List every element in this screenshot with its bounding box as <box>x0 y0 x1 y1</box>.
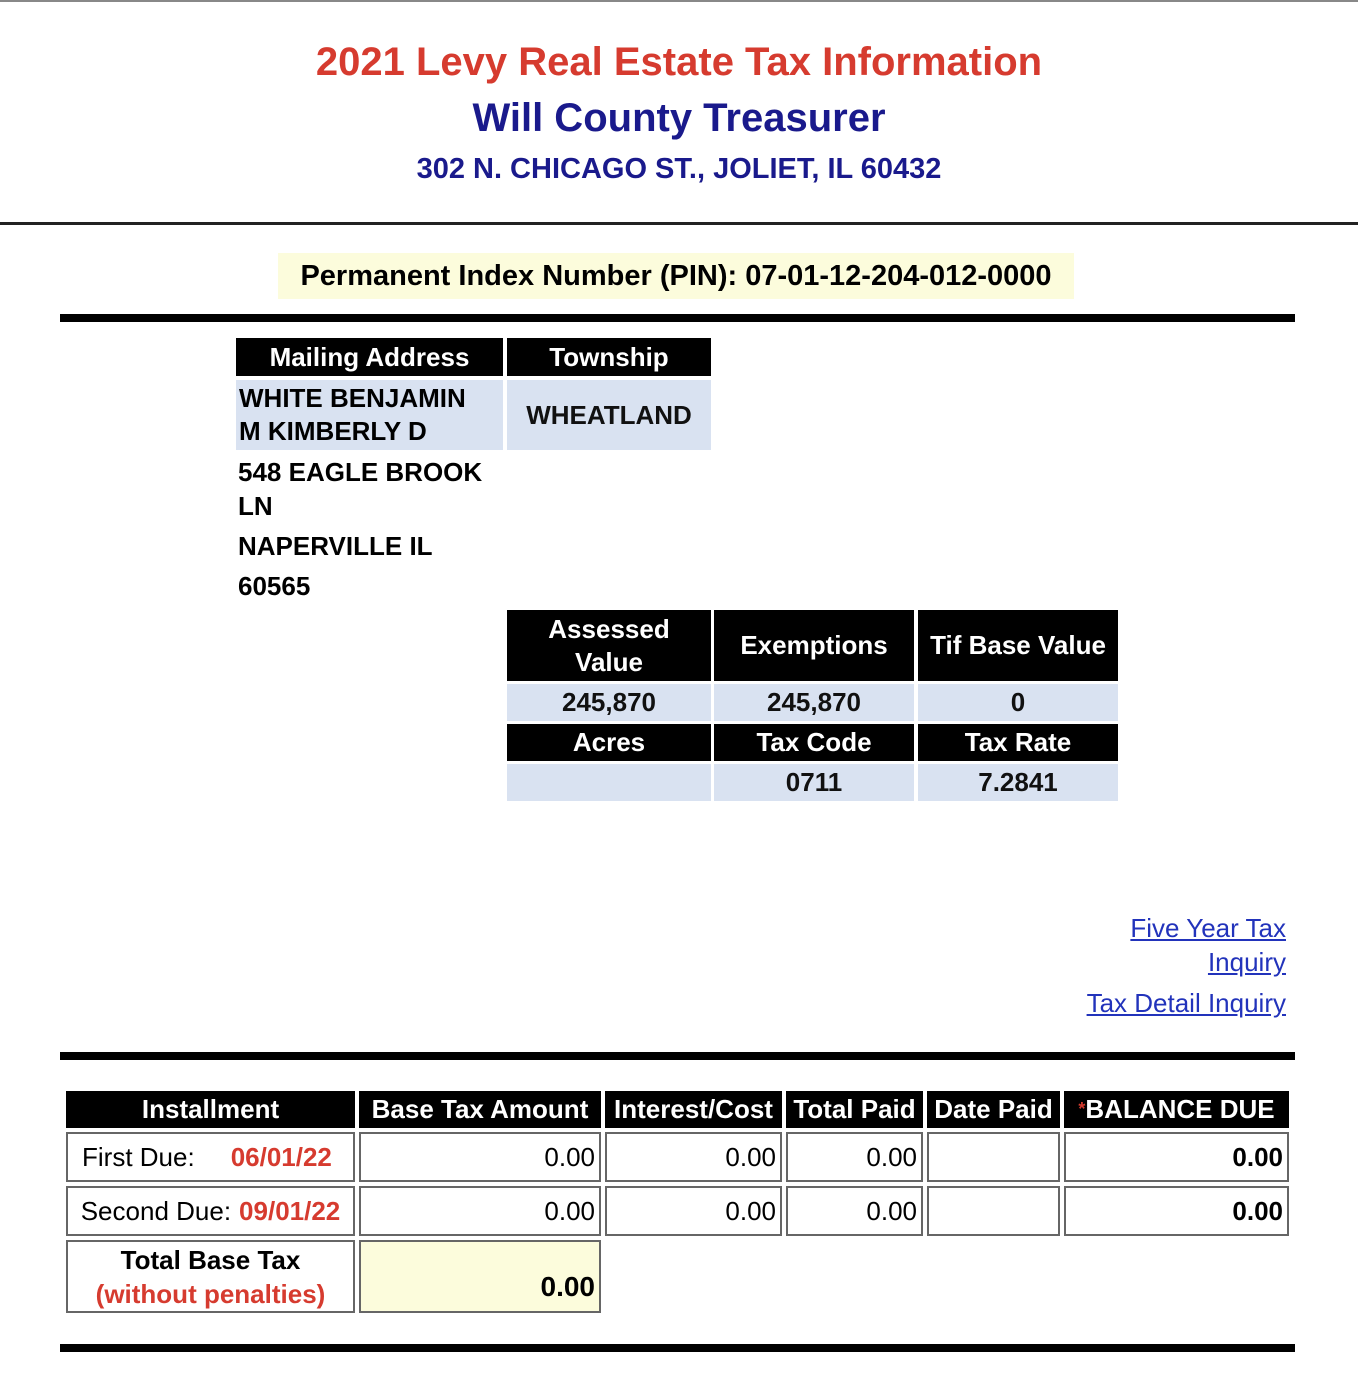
tax-code-value: 0711 <box>714 764 914 801</box>
total-base-tax-cell <box>66 1240 355 1313</box>
first-due-date: 06/01/22 <box>230 1141 332 1172</box>
first-interest: 0.00 <box>605 1132 782 1182</box>
office-name: Will County Treasurer <box>472 96 886 140</box>
total-base-tax-value: 0.00 <box>359 1240 601 1313</box>
second-interest: 0.00 <box>605 1186 782 1236</box>
balance-star: * <box>1078 1099 1086 1119</box>
tax-code-header: Tax Code <box>714 724 914 761</box>
exemptions-value: 245,870 <box>714 684 914 721</box>
street-line1: 548 EAGLE BROOK <box>238 457 483 487</box>
city-line: NAPERVILLE IL <box>238 531 433 561</box>
header-divider <box>0 222 1358 225</box>
pin-banner: Permanent Index Number (PIN): 07-01-12-204-012-0000 <box>278 253 1074 299</box>
divider <box>60 1344 1295 1352</box>
acres-header: Acres <box>507 724 711 761</box>
township-header: Township <box>507 338 711 376</box>
first-balance-due: 0.00 <box>1064 1132 1289 1182</box>
first-date-paid <box>927 1132 1060 1182</box>
township-value: WHEATLAND <box>507 380 711 450</box>
five-year-tax-inquiry-link[interactable]: Five Year Tax Inquiry <box>1130 913 1286 977</box>
total-base-tax-label: Total Base Tax <box>120 1244 301 1275</box>
first-due-cell <box>66 1132 355 1182</box>
tif-base-value-header: Tif Base Value <box>918 610 1118 681</box>
second-base-tax: 0.00 <box>359 1186 601 1236</box>
exemptions-header: Exemptions <box>714 610 914 681</box>
interest-cost-header: Interest/Cost <box>605 1091 782 1128</box>
office-address: 302 N. CHICAGO ST., JOLIET, IL 60432 <box>416 153 942 185</box>
date-paid-header: Date Paid <box>927 1091 1060 1128</box>
balance-due-header <box>1064 1091 1289 1128</box>
assessed-value-header: Assessed Value <box>507 610 711 681</box>
tax-rate-value: 7.2841 <box>918 764 1118 801</box>
zip-line: 60565 <box>238 571 311 601</box>
mailing-address-header: Mailing Address <box>236 338 503 376</box>
divider <box>60 314 1295 322</box>
acres-value <box>507 764 711 801</box>
balance-due-label: BALANCE DUE <box>1085 1094 1275 1124</box>
owner-name-line1: WHITE BENJAMIN <box>239 383 466 413</box>
tax-rate-header: Tax Rate <box>918 724 1118 761</box>
first-due-label: First Due: <box>82 1141 195 1172</box>
page-title: 2021 Levy Real Estate Tax Information <box>315 40 1043 84</box>
installment-header: Installment <box>66 1091 355 1128</box>
first-base-tax: 0.00 <box>359 1132 601 1182</box>
second-balance-due: 0.00 <box>1064 1186 1289 1236</box>
tax-detail-inquiry-link[interactable]: Tax Detail Inquiry <box>1086 988 1286 1018</box>
second-due-label: Second Due: <box>80 1195 232 1226</box>
second-due-date: 09/01/22 <box>239 1195 341 1226</box>
second-total-paid: 0.00 <box>786 1186 923 1236</box>
divider <box>60 1052 1295 1060</box>
total-paid-header: Total Paid <box>786 1091 923 1128</box>
base-tax-header: Base Tax Amount <box>359 1091 601 1128</box>
second-date-paid <box>927 1186 1060 1236</box>
second-due-cell <box>66 1186 355 1236</box>
assessed-value: 245,870 <box>507 684 711 721</box>
owner-name <box>236 380 503 450</box>
tif-base-value: 0 <box>918 684 1118 721</box>
street-line2: LN <box>238 491 273 521</box>
owner-name-line2: M KIMBERLY D <box>239 416 427 446</box>
first-total-paid: 0.00 <box>786 1132 923 1182</box>
top-border <box>0 0 1358 2</box>
total-base-tax-note: (without penalties) <box>95 1278 326 1309</box>
